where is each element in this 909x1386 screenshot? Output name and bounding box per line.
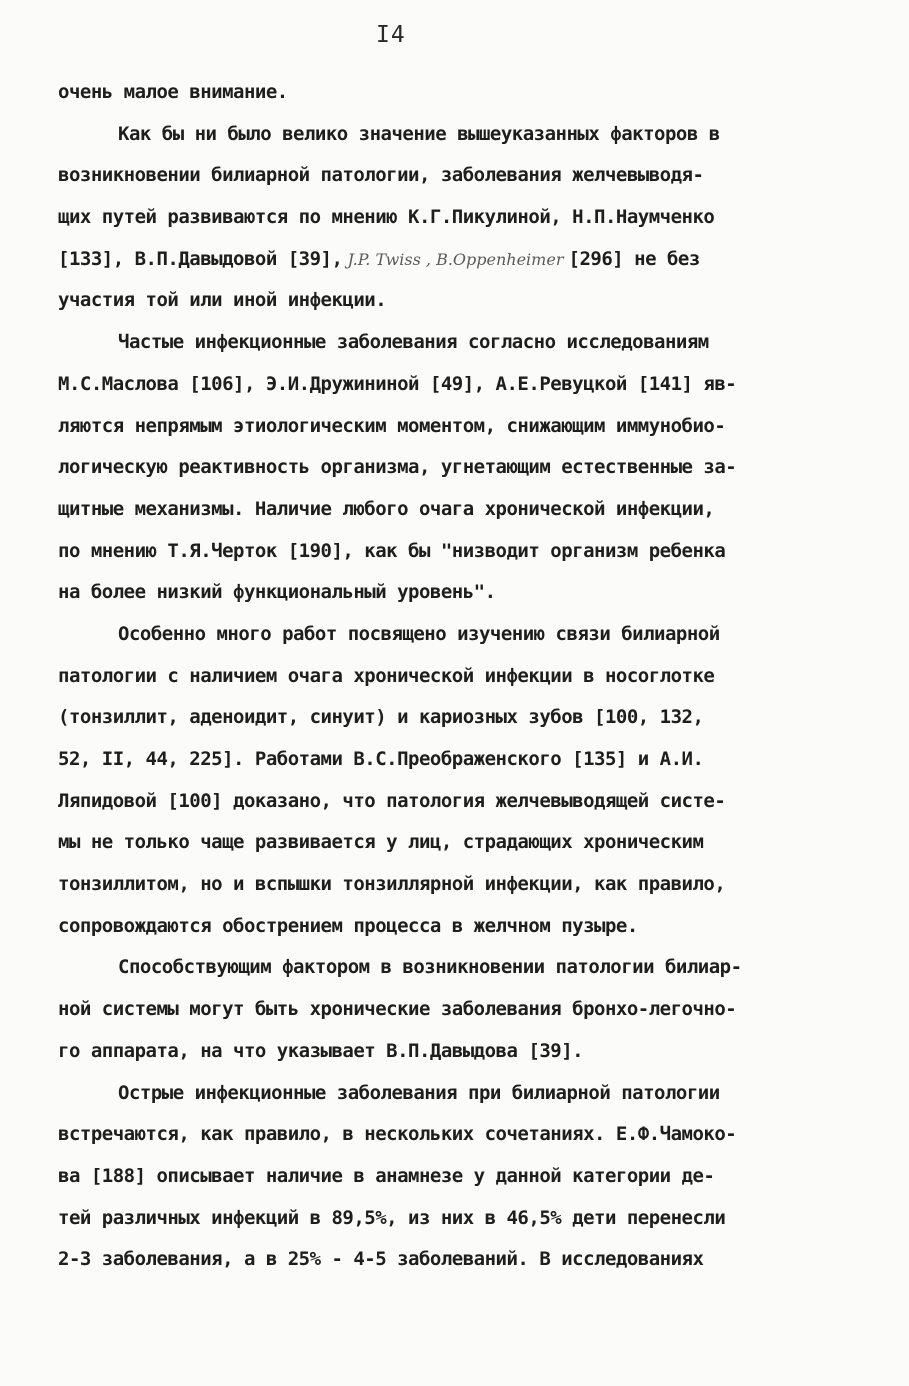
text-line: щитные механизмы. Наличие любого очага хронической инфекции, [58, 497, 715, 520]
handwritten-reference: J.P. Twiss [342, 249, 426, 269]
text-line: логическую реактивность организма, угнетающим естественные за- [58, 456, 737, 479]
text-line [58, 239, 848, 281]
text-line: Как бы ни было велико значение вышеуказанных факторов в [118, 122, 720, 145]
text-line: Особенно много работ посвящено изучению связи билиарной [118, 622, 720, 645]
text-line: (тонзиллит, аденоидит, синуит) и кариозных зубов [100, 132, [58, 706, 704, 729]
text-line: щих путей развиваются по мнению К.Г.Пикулиной, Н.П.Наумченко [58, 206, 715, 229]
text-line: ной системы могут быть хронические заболевания бронхо-легочно- [58, 998, 737, 1021]
text-line: Ляпидовой [100] доказано, что патология желчевыводящей систе- [58, 789, 726, 812]
text-segment: [296] не без [568, 247, 700, 270]
text-segment: [133], В.П.Давыдовой [39], [58, 247, 343, 270]
text-line: по мнению Т.Я.Черток [190], как бы "низводит организм ребенка [58, 539, 726, 562]
text-line: ва [188] описывает наличие в анамнезе у данной категории де- [58, 1164, 715, 1187]
text-line: М.С.Маслова [106], Э.И.Дружининой [49], А.Е.Ревуцкой [141] яв- [58, 372, 737, 395]
text-line: го аппарата, на что указывает В.П.Давыдова [39]. [58, 1039, 584, 1062]
text-line: встречаются, как правило, в нескольких сочетаниях. Е.Ф.Чамоко- [58, 1123, 737, 1146]
text-line: тей различных инфекций в 89,5%, из них в 46,5% дети перенесли [58, 1206, 726, 1229]
text-line: патологии с наличием очага хронической инфекции в носоглотке [58, 664, 715, 687]
text-line: тонзиллитом, но и вспышки тонзиллярной инфекции, как правило, [58, 873, 726, 896]
text-line: на более низкий функциональный уровень". [58, 581, 496, 604]
page-number: I4 [376, 22, 406, 48]
text-line: участия той или иной инфекции. [58, 289, 387, 312]
text-line: ляются непрямым этиологическим моментом, снижающим иммунобио- [58, 414, 726, 437]
text-line: 52, II, 44, 225]. Работами В.С.Преображенского [135] и А.И. [58, 748, 704, 770]
text-line: Способствующим фактором в возникновении патологии билиар- [118, 956, 742, 979]
text-line: Острые инфекционные заболевания при билиарной патологии [118, 1081, 720, 1104]
text-line: возникновении билиарной патологии, заболевания желчевыводя- [58, 164, 704, 187]
handwritten-reference: , B.Oppenheimer [425, 249, 569, 269]
text-line: 2-3 заболевания, а в 25% - 4-5 заболеваний. В исследованиях [58, 1248, 704, 1271]
body-text [58, 72, 848, 1281]
text-line: мы не только чаще развивается у лиц, страдающих хроническим [58, 831, 704, 854]
text-line: очень малое внимание. [58, 81, 288, 103]
text-line: сопровождаются обострением процесса в желчном пузыре. [58, 914, 638, 937]
text-line: Частые инфекционные заболевания согласно исследованиям [118, 331, 709, 354]
